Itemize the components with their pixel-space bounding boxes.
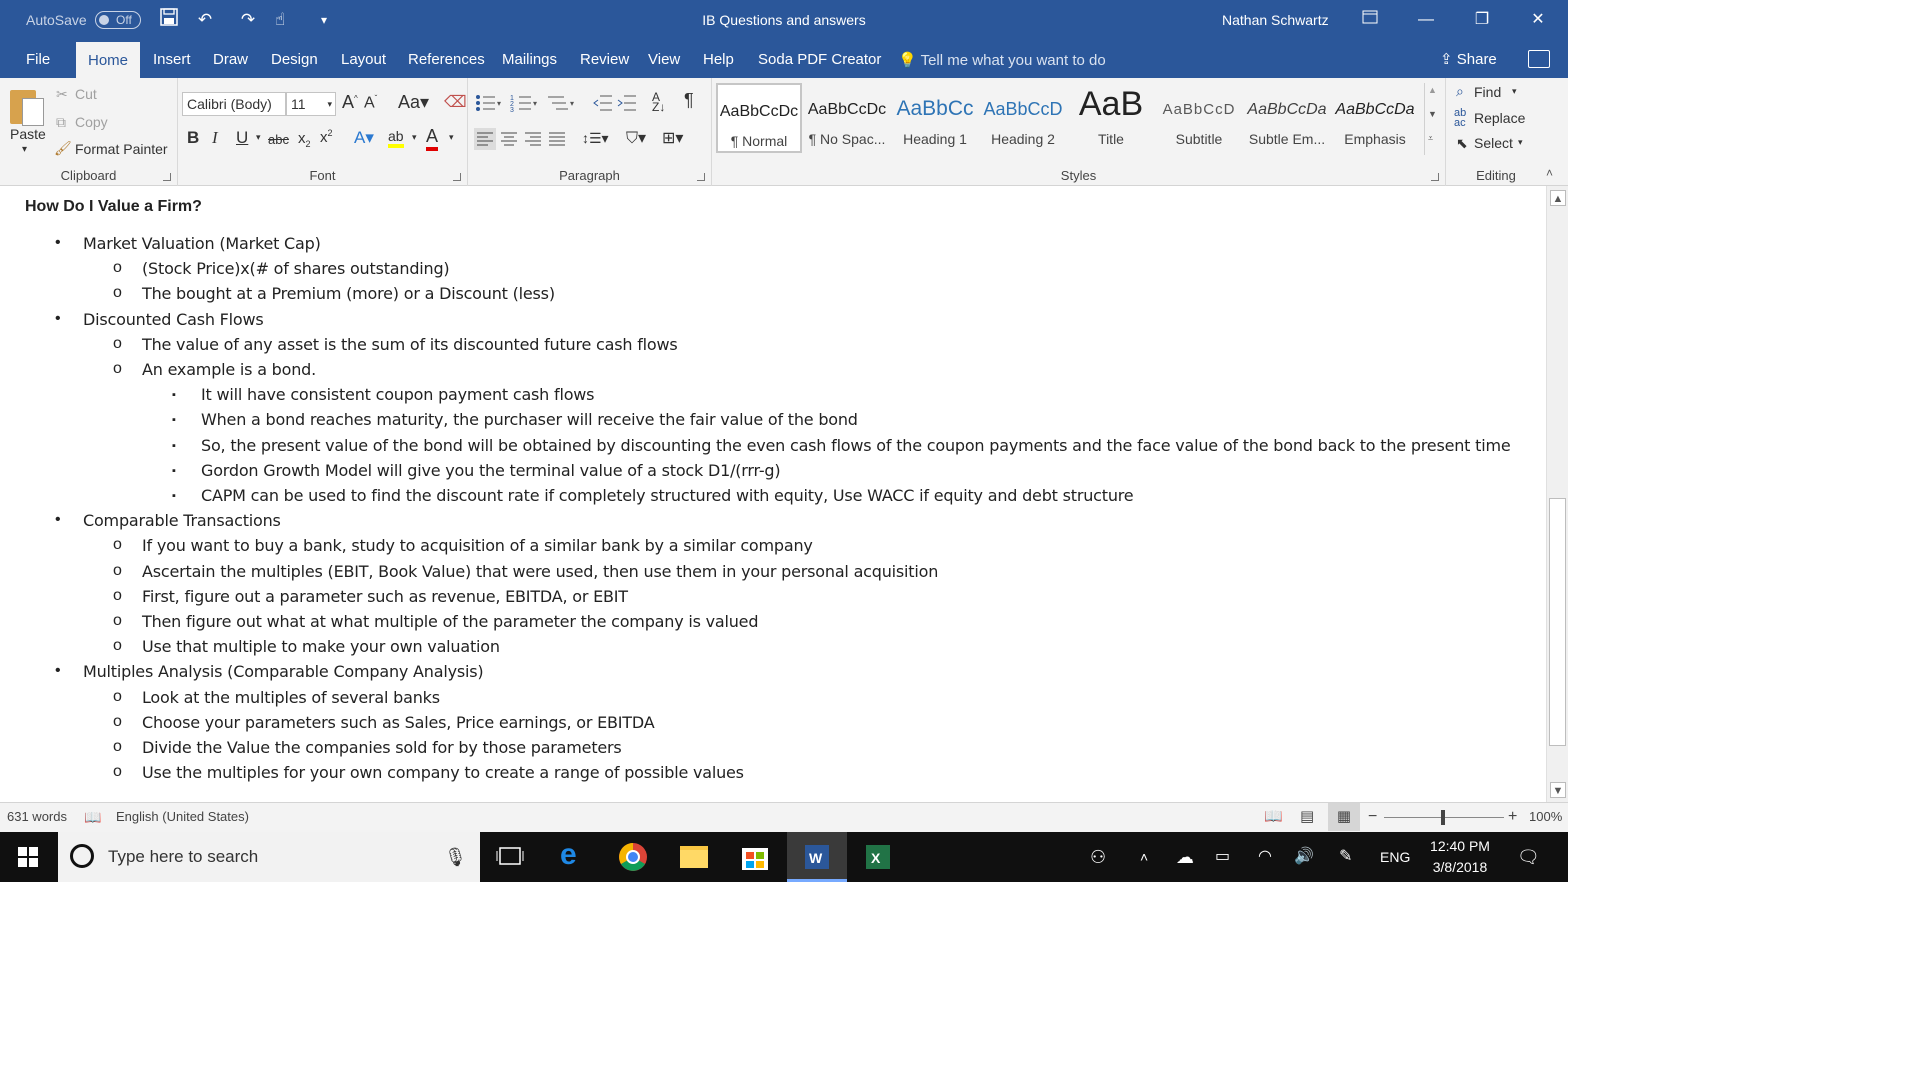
style-heading-1[interactable] [892,83,978,153]
list-item: Divide the Value the companies sold for by those parameters [142,738,622,757]
language-indicator[interactable]: English (United States) [116,809,249,824]
bullet-marker: o [113,738,122,755]
people-icon[interactable]: ⚇ [1090,847,1107,867]
bullet-marker: o [113,561,122,579]
tab-mailings[interactable]: Mailings [502,51,558,68]
lightbulb-icon: 💡 [898,52,917,69]
select-button[interactable]: Select [1474,135,1513,151]
show-hidden-icons-icon[interactable]: ˄ [1140,849,1149,865]
gallery-down-icon[interactable]: ▼ [1428,109,1437,119]
bullet-marker: • [55,234,61,251]
tab-layout[interactable]: Layout [341,51,387,68]
bullet-marker: o [113,536,122,554]
list-item: Market Valuation (Market Cap) [83,234,321,253]
proofing-icon[interactable]: 📖 [84,809,102,825]
tell-me-text: Tell me what you want to do [920,52,1106,69]
task-view-icon[interactable] [480,832,540,882]
zoom-level[interactable]: 100% [1529,809,1563,824]
tab-soda-pdf[interactable]: Soda PDF Creator [758,51,882,68]
zoom-in-icon[interactable]: + [1508,808,1518,825]
bullet-marker: ▪ [172,464,176,477]
clipboard-group [0,78,178,186]
bullet-marker: o [113,334,122,352]
print-layout-icon[interactable]: ▤ [1300,808,1315,825]
replace-icon: ab ac [1454,107,1467,129]
clipboard-launcher-icon[interactable] [163,173,171,181]
font-size-select[interactable] [286,92,336,116]
svg-text:2: 2 [510,101,514,108]
bullet-marker: ▪ [172,439,176,452]
svg-text:▾: ▾ [570,99,575,108]
excel-taskbar-icon[interactable] [848,832,908,882]
chrome-icon[interactable] [603,832,663,882]
find-button[interactable]: Find [1474,84,1502,100]
ribbon-display-options-icon[interactable] [1342,0,1398,40]
bullet-marker: ▪ [172,414,176,427]
list-item: Then figure out what at what multiple of the parameter the company is valued [142,612,759,631]
redo-icon[interactable]: ↷ [240,10,256,29]
style-sample: AaBbCc [896,97,974,120]
gallery-more-icon[interactable]: ⩡ [1428,133,1434,143]
word-count[interactable]: 631 words [7,809,67,824]
action-center-icon[interactable]: 🗨 [1517,847,1540,867]
borders-icon[interactable]: ⊞▾ [662,130,684,147]
font-family-select[interactable] [182,92,286,116]
list-item: Discounted Cash Flows [83,309,264,329]
sort-icon[interactable]: A Z↓ [652,90,666,114]
copy-button[interactable]: Copy [75,114,108,130]
bullet-marker: o [113,612,122,629]
web-layout-icon[interactable]: ▦ [1328,803,1360,831]
list-item: Comparable Transactions [83,511,281,531]
underline-icon[interactable]: U [236,128,249,147]
list-item: (Stock Price)x(# of shares outstanding) [142,259,450,279]
scroll-up-icon[interactable]: ▲ [1550,190,1566,206]
shading-icon[interactable]: ⛉▾ [626,130,647,147]
pen-workspace-icon[interactable]: ✎ [1339,848,1353,865]
style-name: Subtitle [1175,131,1223,147]
style-sample: AaBbCcDc [719,103,799,120]
cut-icon: ✂ [56,86,68,102]
style-sample: AaBbCcDa [1335,101,1415,118]
status-bar [0,802,1568,832]
font-size-value: 11 [291,96,306,112]
minimize-icon[interactable]: — [1418,11,1434,28]
text-effects-icon[interactable]: A▾ [354,128,374,147]
format-painter-button[interactable]: Format Painter [75,141,168,157]
volume-icon[interactable]: 🔊 [1294,848,1314,865]
style-no-spacing[interactable] [804,83,890,153]
edge-icon[interactable]: e [560,838,577,871]
store-icon[interactable] [725,832,785,882]
style-subtle-emphasis[interactable] [1244,83,1330,153]
tab-file[interactable]: File [26,51,51,68]
gallery-up-icon[interactable]: ▲ [1428,85,1437,95]
list-item: First, figure out a parameter such as revenue, EBITDA, or EBIT [142,586,628,606]
list-item: Multiples Analysis (Comparable Company Analysis) [83,662,484,682]
restore-icon[interactable]: ❐ [1474,11,1490,28]
style-sample: AaBbCcDa [1247,101,1327,118]
style-normal[interactable] [716,83,802,153]
multilevel-list-icon[interactable] [546,92,578,114]
style-name: Heading 1 [903,131,967,147]
list-item: It will have consistent coupon payment cash flows [201,385,595,405]
subscript-icon[interactable]: $x_2$ [298,130,311,149]
battery-icon[interactable]: ▭ [1215,848,1231,865]
styles-group [712,78,1446,186]
styles-label: Styles [1060,168,1097,183]
taskbar-search-box[interactable] [58,832,480,882]
italic-icon[interactable]: I [212,128,218,147]
superscript-icon[interactable]: $x^2$ [320,128,333,146]
font-group [178,78,468,186]
list-item: CAPM can be used to find the discount rate if completely structured with equity, Use WACC if equity and debt structure [201,486,1134,505]
align-right-icon[interactable] [522,128,544,150]
customize-toolbar-icon[interactable]: ▾ [320,13,328,27]
style-title[interactable] [1068,83,1154,153]
style-name: Heading 2 [991,131,1055,147]
font-color-dropdown-icon[interactable]: ▾ [449,132,454,142]
document-title: IB Questions and answers [702,12,866,28]
paste-button[interactable]: Paste [10,126,46,142]
windows-start-icon[interactable] [18,847,38,870]
shrink-font-icon[interactable]: $A^ˇ$ [364,94,378,112]
ribbon [0,78,1568,186]
style-sample: AaBbCcD [983,99,1063,119]
tab-draw[interactable]: Draw [213,51,249,68]
document-page[interactable] [0,186,1546,802]
svg-text:1: 1 [510,95,514,102]
paragraph-launcher-icon[interactable] [697,173,705,181]
tell-me-box[interactable] [898,40,1106,78]
style-sample: AaBbCcDc [807,101,887,118]
bullet-marker: ▪ [172,389,176,402]
touch-mode-icon[interactable]: ☝ [274,10,286,29]
bullet-marker: o [113,687,122,705]
justify-icon[interactable] [546,128,568,150]
highlight-dropdown-icon[interactable]: ▾ [412,132,417,142]
font-color-icon[interactable]: A [426,126,438,151]
paragraph-label: Paragraph [559,168,620,183]
collapse-ribbon-icon[interactable]: ˄ [1546,166,1554,180]
list-item: Use that multiple to make your own valuation [142,637,500,657]
file-explorer-icon[interactable] [664,832,724,882]
highlight-icon[interactable]: ab [388,128,404,148]
zoom-out-icon[interactable]: − [1368,808,1378,825]
comments-icon[interactable] [1528,50,1550,68]
bold-icon[interactable]: B [187,128,200,147]
style-sample: AaB [1078,85,1144,123]
format-painter-icon: 🖌 [54,140,72,156]
find-dropdown-icon[interactable]: ▾ [1512,86,1517,96]
undo-icon[interactable]: ↶ [197,10,213,29]
read-mode-icon[interactable]: 📖 [1264,808,1283,825]
list-item: Use the multiples for your own company to create a range of possible values [142,763,744,783]
svg-text:W: W [809,850,823,866]
style-heading-2[interactable] [980,83,1066,153]
list-item: If you want to buy a bank, study to acquisition of a similar bank by a similar company [142,536,813,556]
font-label: Font [309,168,336,183]
change-case-icon[interactable]: Aa▾ [398,92,430,112]
clock-time: 12:40 PM [1430,838,1490,854]
svg-text:3: 3 [510,107,514,114]
bullet-marker: • [55,662,61,680]
tab-help[interactable]: Help [703,51,734,68]
clock-date: 3/8/2018 [1432,859,1488,875]
list-item: The bought at a Premium (more) or a Discount (less) [142,284,555,304]
line-spacing-icon[interactable]: ↕☰▾ [582,130,609,146]
bullet-marker: o [113,763,122,781]
ribbon-tabs [0,40,1568,78]
editing-label: Editing [1476,168,1516,183]
paragraph-group [468,78,712,186]
styles-launcher-icon[interactable] [1431,173,1439,181]
style-name: Emphasis [1344,131,1406,147]
list-item: Choose your parameters such as Sales, Price earnings, or EBITDA [142,712,655,732]
styles-gallery-scroll[interactable] [1424,83,1440,155]
bullet-marker: o [113,284,122,302]
list-item: An example is a bond. [142,360,317,379]
svg-text:▾: ▾ [533,99,538,108]
document-heading: How Do I Value a Firm? [25,198,202,215]
list-item: The value of any asset is the sum of its discounted future cash flows [142,334,678,354]
title-bar [0,0,1568,40]
svg-text:▾: ▾ [497,99,502,108]
onedrive-icon[interactable]: ☁ [1176,847,1194,867]
scroll-thumb[interactable] [1549,498,1566,746]
bullet-marker: • [55,511,61,529]
share-label: Share [1456,51,1497,68]
share-button[interactable] [1440,40,1497,78]
clear-formatting-icon[interactable]: ⌫ [444,94,467,111]
list-item: When a bond reaches maturity, the purchaser will receive the fair value of the bond [201,410,858,430]
underline-dropdown-icon[interactable]: ▾ [256,132,261,142]
tab-design[interactable]: Design [271,51,318,68]
paste-icon[interactable] [10,86,44,126]
vertical-scrollbar[interactable] [1546,186,1568,802]
tab-references[interactable]: References [408,51,485,68]
bullets-icon[interactable] [474,92,504,114]
bullet-marker: o [113,259,122,277]
show-formatting-icon[interactable]: ¶ [684,90,694,110]
paste-dropdown-icon[interactable]: ▾ [22,144,28,155]
style-sample: AaBbCcD [1162,101,1236,118]
tab-insert[interactable]: Insert [153,51,191,68]
svg-text:X: X [871,850,881,866]
autosave-label: AutoSave [26,12,87,28]
tab-view[interactable]: View [648,51,681,68]
style-emphasis[interactable] [1332,83,1418,153]
cortana-icon [70,844,94,868]
font-size-dropdown-icon: ▾ [327,99,332,109]
list-item: So, the present value of the bond will be obtained by discounting the even cash flows of the coupon payments and the face value of the bond back to the present time [201,435,1511,455]
bullet-marker: o [113,637,122,655]
tab-review[interactable]: Review [580,51,630,68]
bullet-marker: o [113,586,122,604]
replace-button[interactable]: Replace [1474,110,1526,126]
search-placeholder: Type here to search [108,847,259,866]
zoom-slider-thumb[interactable] [1441,810,1445,825]
cut-button[interactable]: Cut [75,86,97,102]
tab-home[interactable]: Home [76,42,140,78]
select-dropdown-icon[interactable]: ▾ [1518,137,1523,147]
align-left-icon[interactable] [474,128,496,150]
numbering-icon[interactable] [510,92,540,114]
clock[interactable] [1424,836,1496,878]
word-taskbar-icon[interactable] [787,832,847,882]
style-subtitle[interactable] [1156,83,1242,153]
bullet-marker: o [113,712,122,730]
share-icon: ⇪ [1440,51,1453,68]
list-item: Look at the multiples of several banks [142,687,440,707]
select-icon: ⬉ [1456,135,1468,151]
close-icon[interactable]: ✕ [1531,11,1545,28]
strikethrough-icon[interactable]: abc [268,132,289,147]
scroll-down-icon[interactable]: ▼ [1550,782,1566,798]
style-name: Title [1098,131,1124,147]
bullet-marker: ▪ [172,490,176,502]
align-center-icon[interactable] [498,128,520,150]
style-name: ¶ No Spac... [808,131,886,147]
decrease-indent-icon[interactable] [592,92,614,114]
copy-icon: ⧉ [56,114,66,130]
language-tray[interactable]: ENG [1380,849,1411,865]
wifi-icon[interactable]: ◠ [1258,848,1272,865]
user-name[interactable]: Nathan Schwartz [1222,12,1329,28]
autosave-state: Off [116,13,132,27]
bullet-marker: • [55,309,61,327]
list-item: Ascertain the multiples (EBIT, Book Value) that were used, then use them in your personal acquisition [142,561,939,581]
find-icon: ⌕ [1456,83,1464,99]
bullet-marker: o [113,360,122,377]
style-name: Subtle Em... [1248,131,1326,147]
increase-indent-icon[interactable] [616,92,638,114]
taskbar [0,832,1568,882]
editing-group [1446,78,1546,186]
font-launcher-icon[interactable] [453,173,461,181]
microphone-icon[interactable]: 🎙 [444,847,467,867]
clipboard-label: Clipboard [60,168,117,183]
style-name: ¶ Normal [730,133,788,149]
font-family-value: Calibri (Body) [187,96,272,112]
list-item: Gordon Growth Model will give you the terminal value of a stock D1/(rrr-g) [201,460,781,480]
grow-font-icon[interactable]: A^ [342,92,358,112]
